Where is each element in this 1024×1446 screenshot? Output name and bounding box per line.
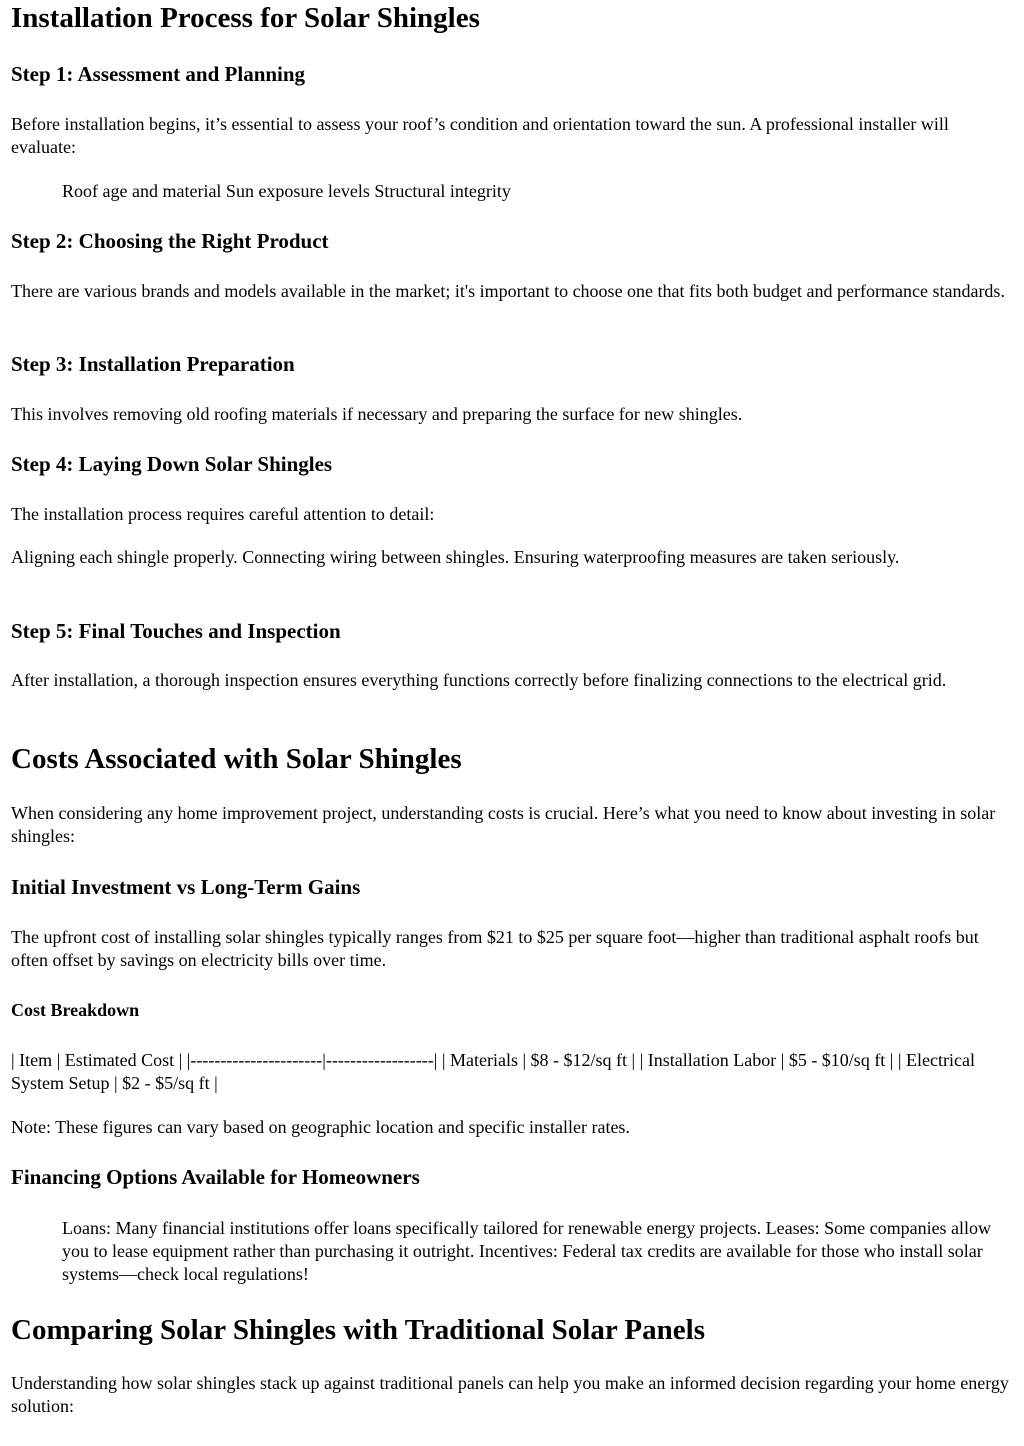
step4-text: The installation process requires careful attention to detail: [11, 504, 435, 524]
step4-list: Aligning each shingle properly. Connecting wiring between shingles. Ensuring waterproofing measures are taken seriously. [11, 547, 900, 567]
comparing-title: Comparing Solar Shingles with Traditional Solar Panels [11, 1314, 705, 1346]
breakdown-note: Note: These figures can vary based on geographic location and specific installer rates. [11, 1117, 630, 1137]
step2-text: There are various brands and models available in the market; it's important to choose one that fits both budget and performance standards. [11, 281, 1005, 301]
costs-intro: When considering any home improvement project, understanding costs is crucial. Here’s what you need to know about investing in solar shingles: [11, 803, 996, 846]
breakdown-heading: Cost Breakdown [11, 1000, 140, 1020]
step5-heading: Step 5: Final Touches and Inspection [11, 619, 341, 643]
costs-title: Costs Associated with Solar Shingles [11, 743, 462, 775]
installation-title: Installation Process for Solar Shingles [11, 2, 480, 34]
step4-heading: Step 4: Laying Down Solar Shingles [11, 452, 333, 476]
comparing-intro: Understanding how solar shingles stack up against traditional panels can help you make an informed decision regarding your home energy solution: [11, 1373, 1009, 1416]
step1-heading: Step 1: Assessment and Planning [11, 62, 306, 86]
investment-heading: Initial Investment vs Long-Term Gains [11, 875, 361, 899]
step3-heading: Step 3: Installation Preparation [11, 352, 295, 376]
step3-text: This involves removing old roofing materials if necessary and preparing the surface for new shingles. [11, 404, 743, 424]
step5-text: After installation, a thorough inspection ensures everything functions correctly before finalizing connections to the electrical grid. [11, 670, 947, 690]
investment-text: The upfront cost of installing solar shingles typically ranges from $21 to $25 per square foot—higher than traditional asphalt roofs but often offset by savings on electricity bills over time. [11, 927, 979, 970]
breakdown-table-text: | Item | Estimated Cost | |----------------------|------------------| | Materials | $8 - $12/sq ft | | Installation Labor | $5 - $10/sq ft | | Electrical System Setup | $2 - $5/sq ft | [11, 1050, 975, 1093]
step1-list: Roof age and material Sun exposure levels Structural integrity [62, 181, 511, 201]
step1-text: Before installation begins, it’s essential to assess your roof’s condition and orientation toward the sun. A professional installer will evaluate: [11, 114, 949, 157]
financing-heading: Financing Options Available for Homeowners [11, 1165, 420, 1189]
step2-heading: Step 2: Choosing the Right Product [11, 229, 329, 253]
financing-list: Loans: Many financial institutions offer loans specifically tailored for renewable energy projects. Leases: Some companies allow you to lease equipment rather than purchasing it outright. Incentives: Federal tax credits are available for those who install solar systems—check local regulations! [62, 1218, 992, 1284]
